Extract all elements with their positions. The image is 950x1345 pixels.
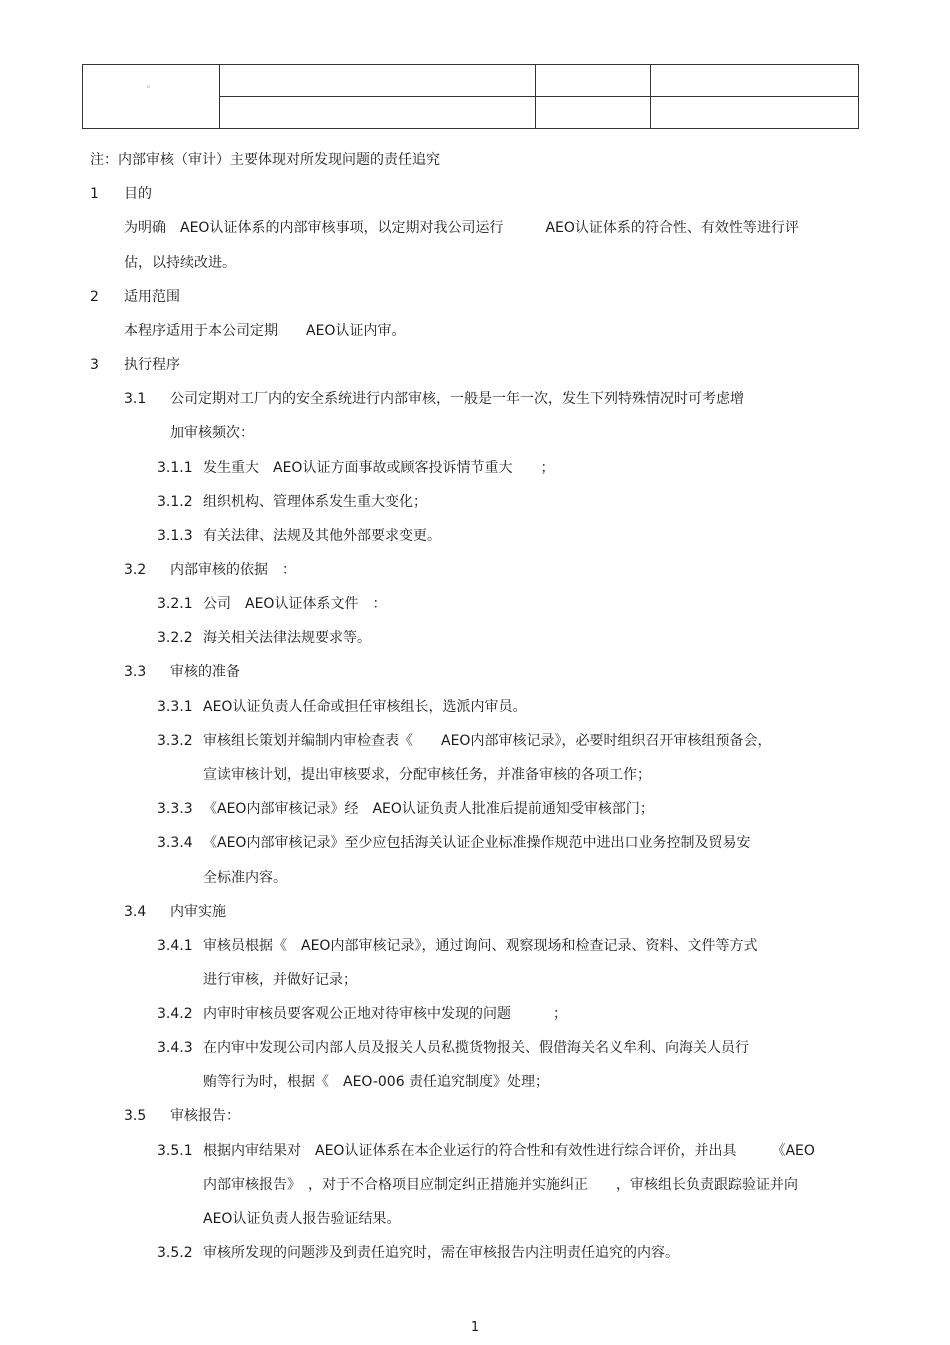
paragraph-text: AEO认证负责人报告验证结果。	[203, 1211, 401, 1227]
paragraph-text: 估，以持续改进。	[124, 255, 236, 271]
item-text: 内审时审核员要客观公正地对待审核中发现的问题 ；	[203, 1006, 567, 1022]
section-title: 目的	[124, 186, 152, 202]
paragraph-text: 加审核频次：	[170, 425, 254, 441]
item-text: 公司 AEO认证体系文件 ：	[203, 596, 387, 612]
item-number: 3.3.4	[157, 835, 193, 851]
table-cell	[536, 97, 651, 129]
item-text: 发生重大 AEO认证方面事故或顾客投诉情节重大 ；	[203, 460, 555, 476]
item-text: 审核员根据《 AEO内部审核记录》，通过询问、观察现场和检查记录、资料、文件等方式	[203, 938, 758, 954]
item-number: 3.3.2	[157, 733, 193, 749]
item-text: 海关相关法律法规要求等。	[203, 630, 371, 646]
item-number: 3.2.1	[157, 596, 193, 612]
paragraph-text: 本程序适用于本公司定期 AEO认证内审。	[124, 323, 406, 339]
item-number: 3.3.3	[157, 801, 193, 817]
item-text: 《AEO内部审核记录》经 AEO认证负责人批准后提前通知受审核部门；	[203, 801, 654, 817]
table-cell	[220, 97, 536, 129]
paragraph-text: 宣读审核计划，提出审核要求，分配审核任务，并准备审核的各项工作；	[203, 767, 651, 783]
section-number: 1	[90, 186, 99, 202]
item-text: 审核所发现的问题涉及到责任追究时，需在审核报告内注明责任追究的内容。	[203, 1245, 679, 1261]
subsection-number: 3.4	[124, 904, 147, 920]
table-cell	[651, 65, 859, 97]
subsection-number: 3.3	[124, 664, 147, 680]
section-title: 适用范围	[124, 289, 180, 305]
item-number: 3.1.3	[157, 528, 193, 544]
item-text: AEO认证负责人任命或担任审核组长，选派内审员。	[203, 699, 527, 715]
item-text: 根据内审结果对 AEO认证体系在本企业运行的符合性和有效性进行综合评价，并出具 《AEO	[203, 1143, 815, 1159]
item-text: 有关法律、法规及其他外部要求变更。	[203, 528, 441, 544]
subsection-number: 3.1	[124, 391, 147, 407]
section-title: 执行程序	[124, 357, 180, 373]
item-number: 3.4.1	[157, 938, 193, 954]
subsection-text: 审核的准备	[170, 664, 240, 680]
item-number: 3.2.2	[157, 630, 193, 646]
page-number: 1	[470, 1320, 480, 1335]
item-text: 在内审中发现公司内部人员及报关人员私揽货物报关、假借海关名义牟利、向海关人员行	[203, 1040, 749, 1056]
table-cell	[651, 97, 859, 129]
paragraph-text: 为明确 AEO认证体系的内部审核事项，以定期对我公司运行 AEO认证体系的符合性、有效性等进行评	[124, 220, 799, 236]
item-number: 3.3.1	[157, 699, 193, 715]
header-table	[82, 64, 859, 129]
table-cell: 。	[83, 65, 220, 129]
paragraph-text: 内部审核报告》 ，对于不合格项目应制定纠正措施并实施纠正 ，审核组长负责跟踪验证并向	[203, 1177, 798, 1193]
table-cell	[220, 65, 536, 97]
item-number: 3.1.2	[157, 494, 193, 510]
subsection-text: 内部审核的依据 ：	[170, 562, 296, 578]
item-text: 组织机构、管理体系发生重大变化；	[203, 494, 427, 510]
item-number: 3.5.1	[157, 1143, 193, 1159]
table-cell	[536, 65, 651, 97]
subsection-text: 公司定期对工厂内的安全系统进行内部审核，一般是一年一次，发生下列特殊情况时可考虑增	[170, 391, 744, 407]
paragraph-text: 贿等行为时，根据《 AEO-006 责任追究制度》处理；	[203, 1074, 550, 1090]
note-text: 注：内部审核（审计）主要体现对所发现问题的责任追究	[90, 152, 440, 168]
item-number: 3.5.2	[157, 1245, 193, 1261]
item-number: 3.1.1	[157, 460, 193, 476]
subsection-number: 3.2	[124, 562, 147, 578]
subsection-text: 审核报告：	[170, 1108, 240, 1124]
item-text: 《AEO内部审核记录》至少应包括海关认证企业标准操作规范中进出口业务控制及贸易安	[203, 835, 751, 851]
subsection-text: 内审实施	[170, 904, 226, 920]
paragraph-text: 进行审核，并做好记录；	[203, 972, 357, 988]
table-row	[83, 65, 859, 97]
item-number: 3.4.3	[157, 1040, 193, 1056]
section-number: 3	[90, 357, 99, 373]
paragraph-text: 全标准内容。	[203, 870, 287, 886]
item-number: 3.4.2	[157, 1006, 193, 1022]
item-text: 审核组长策划并编制内审检查表《 AEO内部审核记录》，必要时组织召开审核组预备会，	[203, 733, 772, 749]
subsection-number: 3.5	[124, 1108, 147, 1124]
section-number: 2	[90, 289, 99, 305]
